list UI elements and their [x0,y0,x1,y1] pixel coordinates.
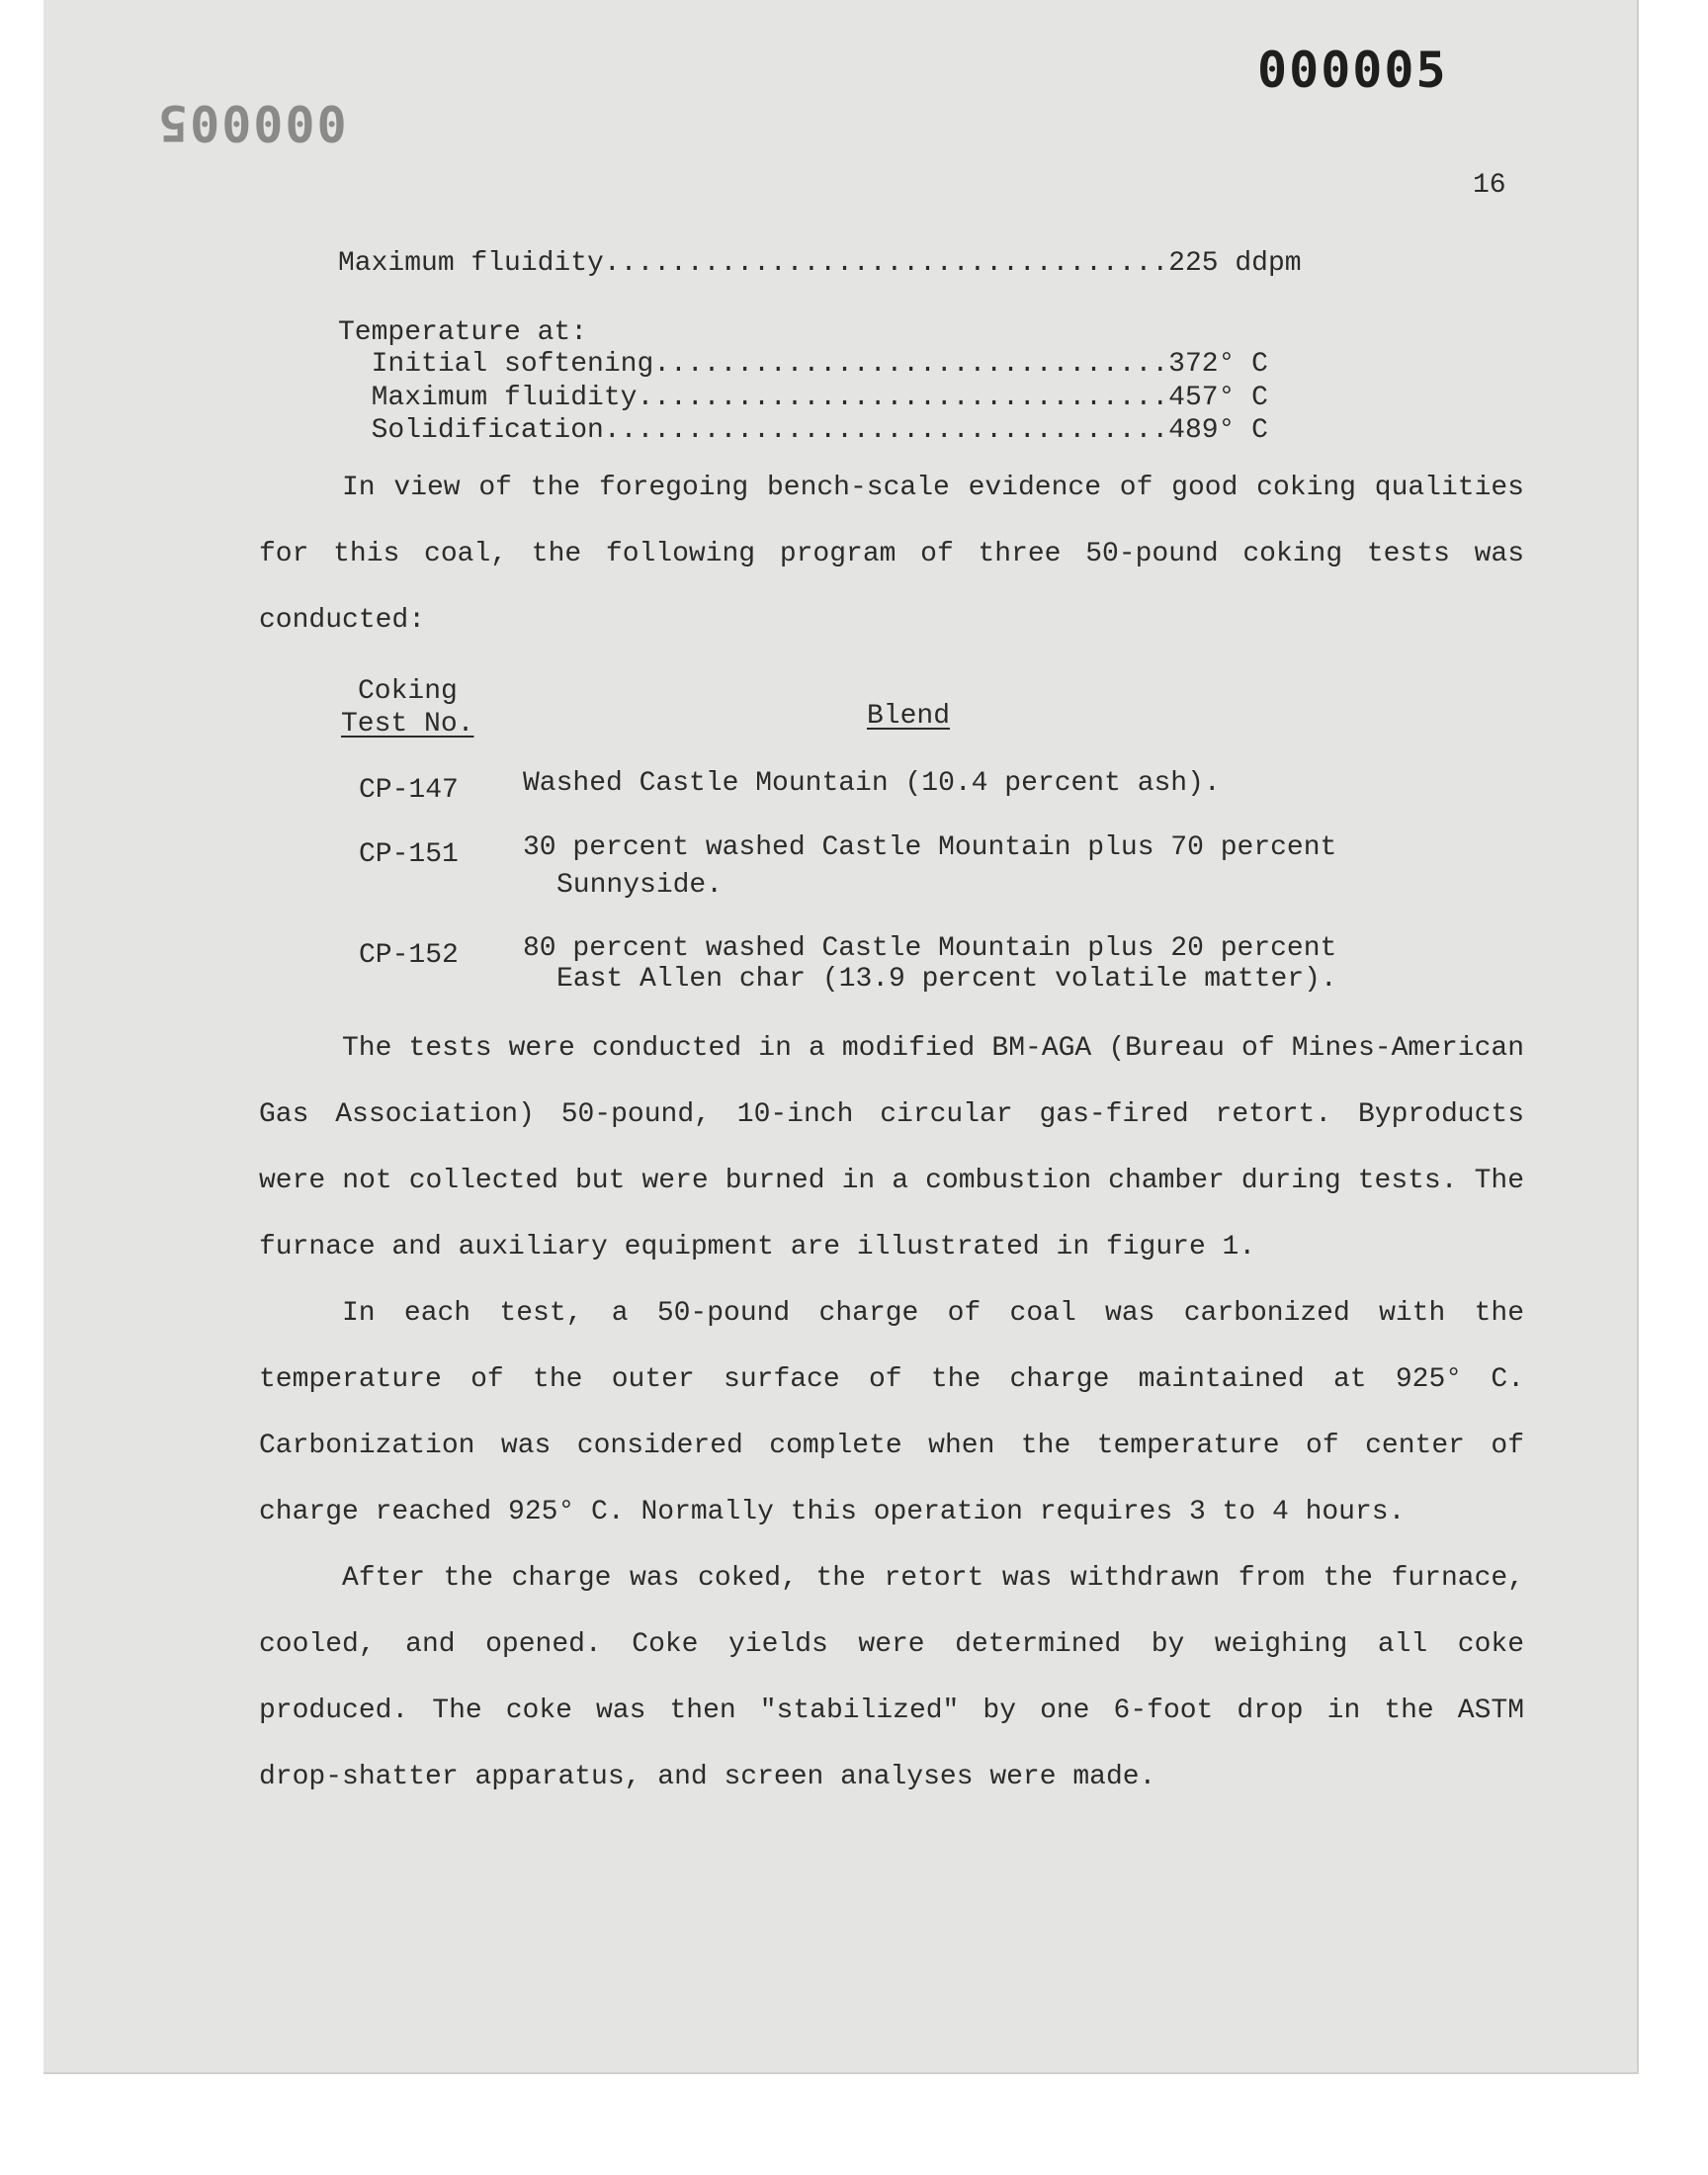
table-header-blend: Blend [867,701,951,732]
table-cell-test: CP-152 [359,940,459,971]
table-cell-test: CP-147 [359,775,459,806]
table-cell-test: CP-151 [359,839,459,870]
document-stamp-number: 000005 [1257,42,1448,99]
table-header-test-line1: Coking [358,676,458,707]
table-header-test-line2: Test No. [341,709,474,740]
table-cell-blend-continued: East Allen char (13.9 percent volatile matter). [556,964,1337,995]
property-initial-softening: Initial softening...............................372° C [338,349,1268,380]
table-cell-blend: 80 percent washed Castle Mountain plus 20 percent [523,933,1337,964]
paragraph-retort: The tests were conducted in a modified BM-AGA (Bureau of Mines-American Gas Association) 50-pound, 10-inch circular gas-fired retort. Byproducts were not collected but were burned in a combustion chamber during tests. The furnace and auxiliary equipment are illustrated in figure 1. [259,1033,1524,1262]
table-cell-blend: Washed Castle Mountain (10.4 percent ash). [523,768,1221,799]
page-number: 16 [1473,170,1506,201]
paragraph-coke-yields: After the charge was coked, the retort was withdrawn from the furnace, cooled, and opened. Coke yields were determined by weighing all coke produced. The coke was then "stabilized" by one 6-foot drop in the ASTM drop-shatter apparatus, and screen analyses were made. [259,1563,1524,1792]
property-solidification: Solidification..................................489° C [338,415,1268,446]
table-cell-blend-continued: Sunnyside. [556,870,724,901]
table-cell-blend: 30 percent washed Castle Mountain plus 70 percent [523,832,1337,863]
paragraph-carbonization: In each test, a 50-pound charge of coal was carbonized with the temperature of the outer surface of the charge maintained at 925° C. Carbonization was considered complete when the temperature of center of charge reached 925° C. Normally this operation requires 3 to 4 hours. [259,1298,1524,1527]
paragraph-bench-scale: In view of the foregoing bench-scale evidence of good coking qualities for this coal, the following program of three 50-pound coking tests was conducted: [259,473,1524,636]
property-maximum-fluidity: Maximum fluidity..................................225 ddpm [338,248,1302,279]
temperature-heading: Temperature at: [338,317,588,348]
document-stamp-number-inverted: 000005 [156,94,347,151]
property-maximum-fluidity-temperature: Maximum fluidity................................457° C [338,383,1268,413]
